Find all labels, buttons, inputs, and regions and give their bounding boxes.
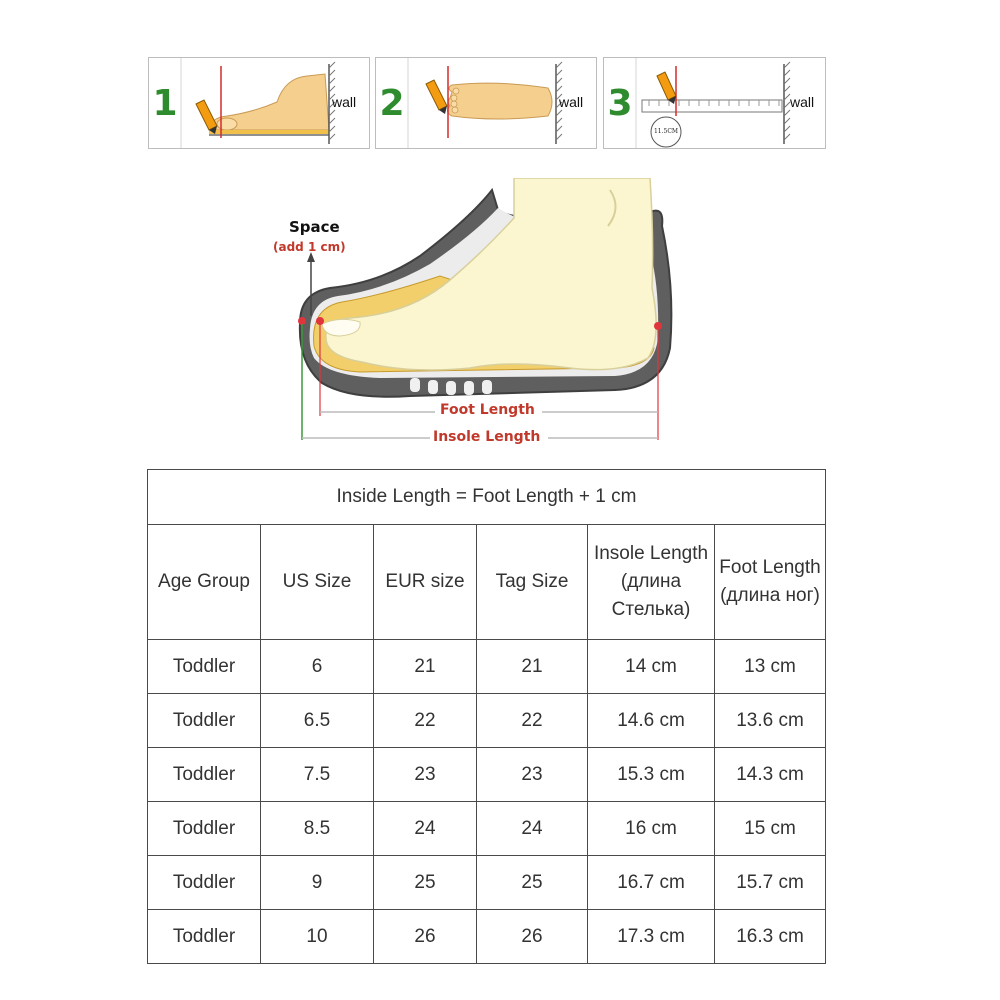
table-title-row xyxy=(148,470,826,525)
step-3-panel xyxy=(603,57,826,149)
insole-length-label: Insole Length xyxy=(433,429,541,445)
table-header-row xyxy=(148,525,826,640)
cell-eur-size: 21 xyxy=(374,640,477,694)
cell-us-size: 7.5 xyxy=(261,748,374,802)
step-3-measure-label: 11.5CM xyxy=(653,128,679,135)
cell-tag-size: 26 xyxy=(477,910,588,964)
ruler-icon xyxy=(642,100,782,112)
cell-tag-size: 22 xyxy=(477,694,588,748)
cell-us-size: 6 xyxy=(261,640,374,694)
cell-eur-size: 24 xyxy=(374,802,477,856)
table-row xyxy=(148,694,826,748)
cell-us-size: 9 xyxy=(261,856,374,910)
table-row xyxy=(148,748,826,802)
cell-insole-length: 16 cm xyxy=(588,802,715,856)
cell-eur-size: 23 xyxy=(374,748,477,802)
foot-side-icon xyxy=(211,74,329,130)
cell-age-group: Toddler xyxy=(148,694,261,748)
header-foot-length: Foot Length (длина ног) xyxy=(715,525,826,640)
step-3-wall-label: wall xyxy=(790,94,815,110)
header-eur-size: EUR size xyxy=(374,525,477,640)
cell-insole-length: 14 cm xyxy=(588,640,715,694)
cell-age-group: Toddler xyxy=(148,910,261,964)
cell-tag-size: 25 xyxy=(477,856,588,910)
cell-foot-length: 15.7 cm xyxy=(715,856,826,910)
step-3-number: 3 xyxy=(607,82,633,124)
pencil-icon xyxy=(196,100,217,134)
cell-insole-length: 16.7 cm xyxy=(588,856,715,910)
cell-foot-length: 15 cm xyxy=(715,802,826,856)
table-row xyxy=(148,910,826,964)
header-insole-length: Insole Length (длина Стелька) xyxy=(588,525,715,640)
cell-eur-size: 22 xyxy=(374,694,477,748)
step-1-number: 1 xyxy=(152,82,178,124)
cell-eur-size: 26 xyxy=(374,910,477,964)
cell-foot-length: 14.3 cm xyxy=(715,748,826,802)
cell-insole-length: 17.3 cm xyxy=(588,910,715,964)
foot-length-label: Foot Length xyxy=(440,402,535,418)
table-row xyxy=(148,640,826,694)
measurement-steps xyxy=(148,57,826,149)
header-tag-size: Tag Size xyxy=(477,525,588,640)
size-chart-table xyxy=(147,469,826,964)
step-1-wall-label: wall xyxy=(332,94,357,110)
cell-age-group: Toddler xyxy=(148,802,261,856)
cell-us-size: 8.5 xyxy=(261,802,374,856)
cell-foot-length: 13.6 cm xyxy=(715,694,826,748)
cell-tag-size: 21 xyxy=(477,640,588,694)
foot-top-icon xyxy=(447,83,552,119)
cell-foot-length: 13 cm xyxy=(715,640,826,694)
space-label: Space xyxy=(289,218,340,236)
cell-us-size: 6.5 xyxy=(261,694,374,748)
cell-tag-size: 24 xyxy=(477,802,588,856)
cell-us-size: 10 xyxy=(261,910,374,964)
cell-age-group: Toddler xyxy=(148,748,261,802)
cell-insole-length: 15.3 cm xyxy=(588,748,715,802)
cell-eur-size: 25 xyxy=(374,856,477,910)
step-2-panel xyxy=(375,57,597,149)
table-row xyxy=(148,802,826,856)
header-us-size: US Size xyxy=(261,525,374,640)
step-2-number: 2 xyxy=(379,82,405,124)
header-age-group: Age Group xyxy=(148,525,261,640)
shoe-measurement-diagram xyxy=(270,178,690,458)
cell-foot-length: 16.3 cm xyxy=(715,910,826,964)
cell-tag-size: 23 xyxy=(477,748,588,802)
step-2-wall-label: wall xyxy=(559,94,584,110)
step-1-panel xyxy=(148,57,370,149)
cell-insole-length: 14.6 cm xyxy=(588,694,715,748)
table-title: Inside Length = Foot Length + 1 cm xyxy=(148,470,826,525)
space-note-label: (add 1 cm) xyxy=(273,240,346,254)
pencil-icon xyxy=(426,80,447,114)
pencil-icon xyxy=(657,72,676,104)
cell-age-group: Toddler xyxy=(148,640,261,694)
table-row xyxy=(148,856,826,910)
cell-age-group: Toddler xyxy=(148,856,261,910)
